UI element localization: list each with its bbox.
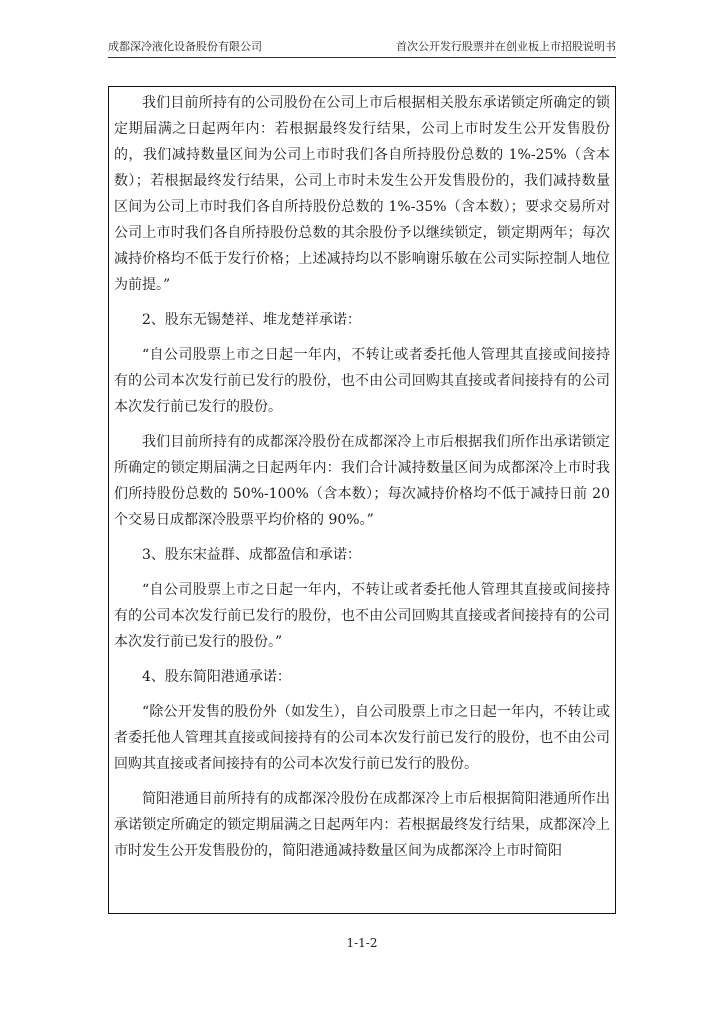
paragraph-commitment-2b: 我们目前所持有的成都深冷股份在成都深冷上市后根据我们所作出承诺锁定所确定的锁定期届满之日起两年内：我们合计减持数量区间为成都深冷上市时我们所持股份总数的 50%-100%（含本数）；每次减持价格均不低于减持日前 20 个交易日成都深冷股票平均价格的 90%。” [114,434,610,528]
paragraph-heading-2: 2、股东无锡楚祥、堆龙楚祥承诺： [142,312,361,328]
paragraph-commitment-2a: “自公司股票上市之日起一年内，不转让或者委托他人管理其直接或间接持有的公司本次发行前已发行的股份，也不由公司回购其直接或者间接持有的公司本次发行前已发行的股份。 [114,347,610,415]
header-document-title: 首次公开发行股票并在创业板上市招股说明书 [396,40,616,53]
paragraph-heading-3: 3、股东宋益群、成都盈信和承诺： [142,547,361,563]
page-header [108,38,616,56]
paragraph-lockup-reduction: 我们目前所持有的公司股份在公司上市后根据相关股东承诺锁定所确定的锁定期届满之日起两年内：若根据最终发行结果，公司上市时发生公开发售股份的，我们减持数量区间为公司上市时我们各自所持股份总数的 1%-25%（含本数）；若根据最终发行结果，公司上市时未发生公开发售股份的，我们减持数量区间为公司上市时我们各自所持股份总数的 1%-35%（含本数）；要求交易所对公司上市时我们各自所持股份总数的其余股份予以继续锁定，锁定期两年；每次减持价格均不低于发行价格；上述减持均以不影响谢乐敏在公司实际控制人地位为前提。” [114,95,610,293]
document-body [114,90,610,873]
paragraph-commitment-4a: “除公开发售的股份外（如发生），自公司股票上市之日起一年内，不转让或者委托他人管理其直接或间接持有的公司本次发行前已发行的股份，也不由公司回购其直接或者间接持有的公司本次发行前已发行的股份。 [114,704,610,772]
page-number: 1-1-2 [346,936,378,950]
paragraph-commitment-3: “自公司股票上市之日起一年内，不转让或者委托他人管理其直接或间接持有的公司本次发行前已发行的股份，也不由公司回购其直接或者间接持有的公司本次发行前已发行的股份。” [114,582,610,650]
paragraph-commitment-4b: 简阳港通目前所持有的成都深冷股份在成都深冷上市后根据简阳港通所作出承诺锁定所确定的锁定期届满之日起两年内：若根据最终发行结果，成都深冷上市时发生公开发售股份的，简阳港通减持数量区间为成都深冷上市时简阳 [114,791,610,859]
paragraph-heading-4: 4、股东简阳港通承诺： [142,669,291,685]
header-rule [108,57,616,58]
header-company-name: 成都深冷液化设备股份有限公司 [108,40,262,53]
